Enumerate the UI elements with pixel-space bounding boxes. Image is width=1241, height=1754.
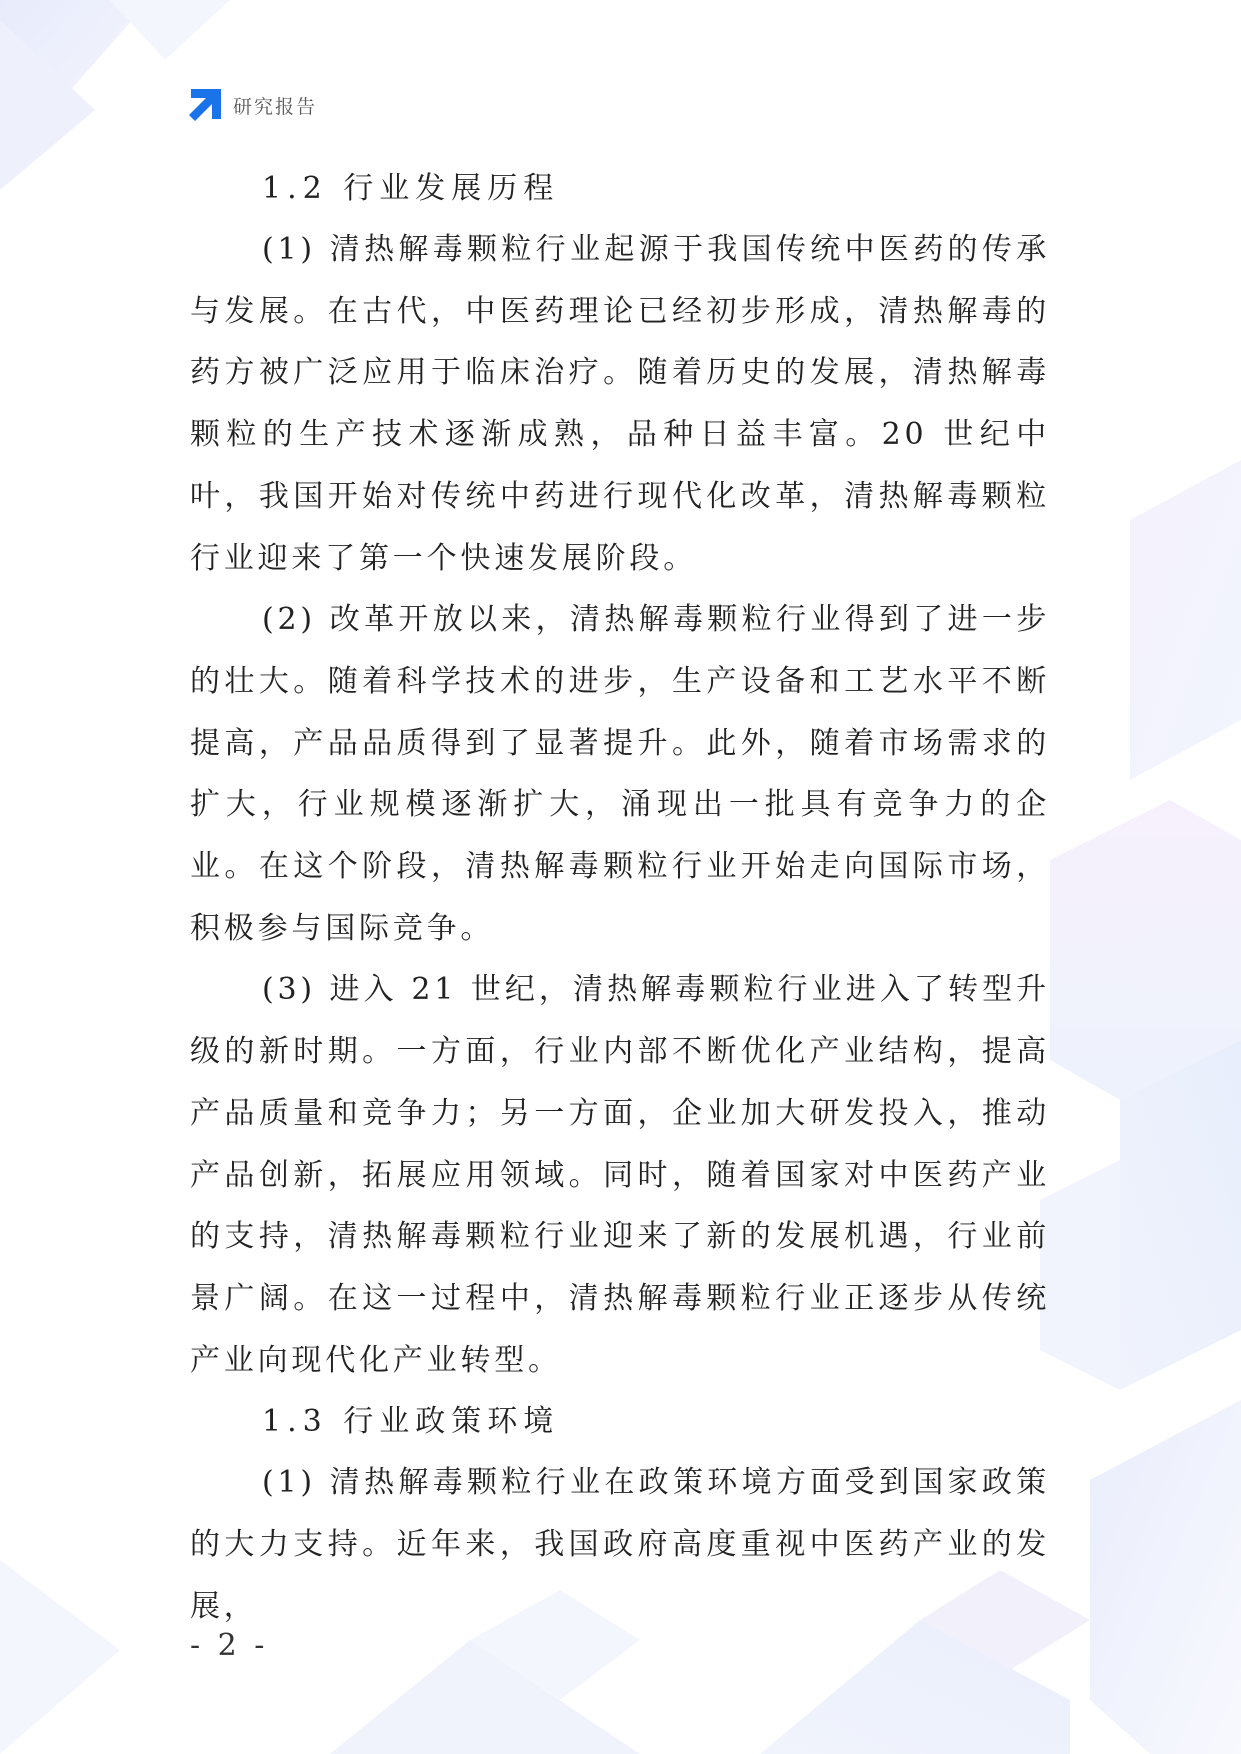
report-header — [187, 88, 317, 122]
header-title: 研究报告 — [233, 95, 318, 118]
paragraph: (1) 清热解毒颗粒行业在政策环境方面受到国家政策的大力支持。近年来，我国政府高度重视中医药产业的发展， — [190, 1465, 1050, 1624]
paragraph: (1) 清热解毒颗粒行业起源于我国传统中医药的传承与发展。在古代，中医药理论已经初步形成，清热解毒的药方被广泛应用于临床治疗。随着历史的发展，清热解毒颗粒的生产技术逐渐成熟，品种日益丰富。20 世纪中叶，我国开始对传统中药进行现代化改革，清热解毒颗粒行业迎来了第一个快速发展阶段。 — [190, 232, 1050, 576]
document-body — [190, 158, 1050, 1637]
paragraph: (2) 改革开放以来，清热解毒颗粒行业得到了进一步的壮大。随着科学技术的进步，生产设备和工艺水平不断提高，产品品质得到了显著提升。此外，随着市场需求的扩大，行业规模逐渐扩大，涌现出一批具有竞争力的企业。在这个阶段，清热解毒颗粒行业开始走向国际市场，积极参与国际竞争。 — [190, 602, 1050, 946]
page-number: - 2 - — [190, 1628, 269, 1663]
section-heading-1-2: 1.2 行业发展历程 — [262, 171, 560, 206]
section-heading-1-3: 1.3 行业政策环境 — [262, 1404, 560, 1440]
paragraph: (3) 进入 21 世纪，清热解毒颗粒行业进入了转型升级的新时期。一方面，行业内部不断优化产业结构，提高产品质量和竞争力；另一方面，企业加大研发投入，推动产品创新，拓展应用领域。同时，随着国家对中医药产业的支持，清热解毒颗粒行业迎来了新的发展机遇，行业前景广阔。在这一过程中，清热解毒颗粒行业正逐步从传统产业向现代化产业转型。 — [190, 972, 1050, 1378]
arrow-up-right-icon — [187, 89, 221, 121]
